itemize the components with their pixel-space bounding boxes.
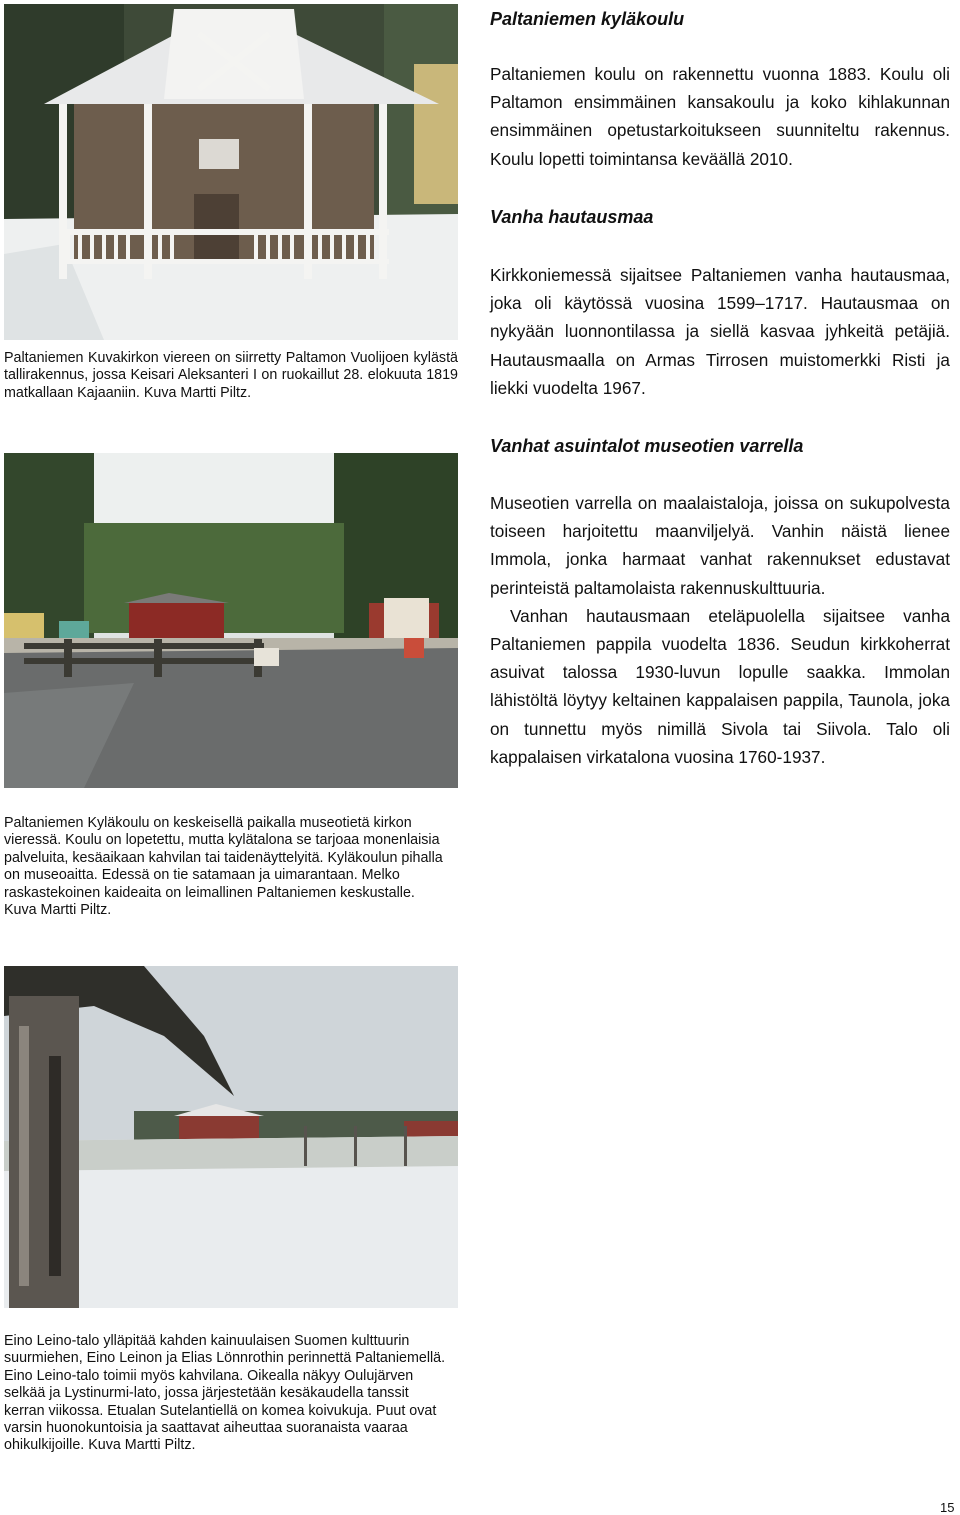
village-school-photo <box>4 453 458 788</box>
paragraph: Vanhan hautausmaan eteläpuolella sijaitsee vanha Paltaniemen pappila vuodelta 1836. Seudun kirkkoherrat asuivat talossa 1930-luvun lopulle saakka. Immolan lähistöltä löytyy keltainen kappalaisen pappila, Taunola, joka on tunnettu myös nimillä Sivola tai Siivola. Talo oli kappalaisen virkatalona vuosina 1760-1937. <box>490 605 950 767</box>
page-number: 15 <box>940 1500 955 1515</box>
stable-photo <box>4 4 458 340</box>
eino-leino-caption: Eino Leino-talo ylläpitää kahden kainuulaisen Suomen kulttuurin suurmiehen, Eino Leinon ja Elias Lönnrothin perinnettä Paltaniemellä. Eino Leino-talo toimii myös kahvilana. Oikealla näkyy Oulujärven selkää ja Lystinurmi-lato, jossa järjestetään kesäkaudella tanssit kerran viikossa. Etualan Sutelantiellä on komea koivukuja. Puut ovat varsin huonokuntoisia ja saattavat aiheuttaa suoranaista vaaraa ohikulkijoille. Kuva Martti Piltz. <box>4 1333 446 1454</box>
section-heading-hautausmaa: Vanha hautausmaa <box>490 207 654 227</box>
eino-leino-photo-image <box>4 966 458 1308</box>
village-school-photo-image <box>4 453 458 788</box>
section-body-kylakoulu <box>490 60 950 173</box>
paragraph: Museotien varrella on maalaistaloja, joissa on sukupolvesta toiseen harjoitettu maanviljelyä. Vanhin näistä lienee Immola, jonka harmaat vanhat rakennukset edustavat perinteistä paltamolaista rakennuskulttuuria. <box>490 493 950 598</box>
village-school-caption: Paltaniemen Kyläkoulu on keskeisellä paikalla museotietä kirkon vieressä. Koulu on lopetettu, mutta kylätalona se tarjoaa monenlaisia palveluita, kesäaikaan kahvilan tai taidenäyttelyitä. Kyläkoulun pihalla on museoaitta. Edessä on tie satamaan ja uimarantaan. Melko raskastekoinen kaideaita on leimallinen Paltaniemen keskustalle. Kuva Martti Piltz. <box>4 815 443 919</box>
stable-caption: Paltaniemen Kuvakirkon viereen on siirretty Paltamon Vuolijoen kylästä tallirakennus, jossa Keisari Aleksanteri I on ruokaillut 28. elokuuta 1819 matkallaan Kajaaniin. Kuva Martti Piltz. <box>4 350 458 401</box>
stable-photo-image <box>4 4 458 340</box>
paragraph: Kirkkoniemessä sijaitsee Paltaniemen vanha hautausmaa, joka oli käytössä vuosina 1599–1717. Hautausmaa on nykyään luonnontilassa ja siellä kasvaa jyhkeitä petäjiä. Hautausmaalla on Armas Tirrosen muistomerkki Risti ja liekki vuodelta 1967. <box>490 265 950 398</box>
eino-leino-photo <box>4 966 458 1308</box>
section-heading-asuintalot: Vanhat asuintalot museotien varrella <box>490 436 804 456</box>
section-body-asuintalot <box>490 489 950 771</box>
section-heading-kylakoulu: Paltaniemen kyläkoulu <box>490 9 685 29</box>
section-body-hautausmaa <box>490 261 950 402</box>
paragraph: Paltaniemen koulu on rakennettu vuonna 1883. Koulu oli Paltamon ensimmäinen kansakoulu ja koko kihlakunnan ensimmäinen opetustarkoitukseen suunniteltu rakennus. Koulu lopetti toimintansa keväällä 2010. <box>490 64 950 169</box>
